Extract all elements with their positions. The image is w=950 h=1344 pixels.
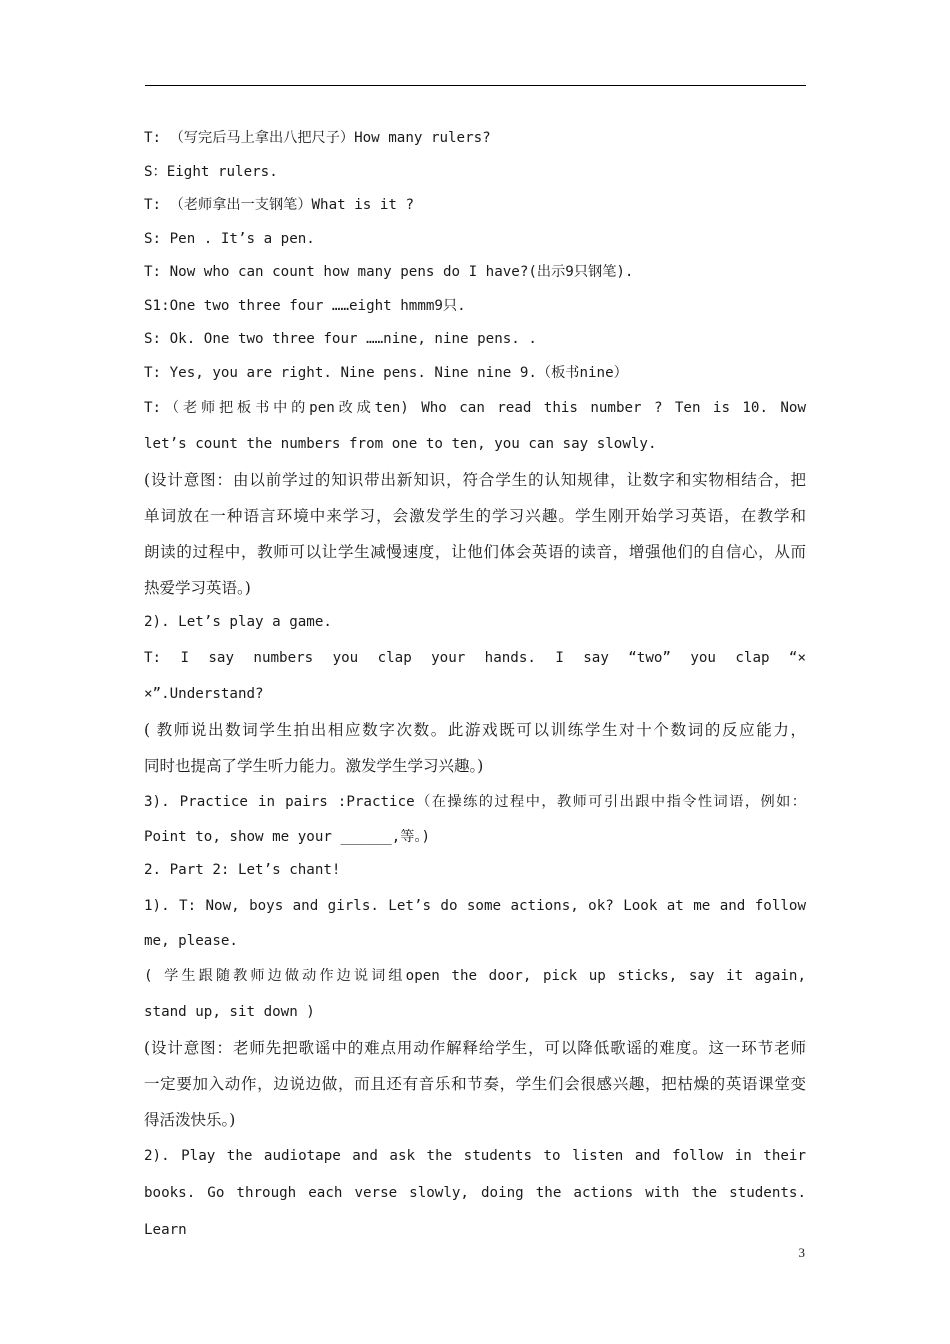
text-line: Point to, show me your ______,等。): [144, 828, 431, 845]
text-line: S1:One two three four ……eight hmmm9只.: [144, 297, 466, 314]
text-line: S: Pen . It’s a pen.: [144, 230, 315, 247]
text-line: T: I say numbers you clap your hands. I say “two” you clap “×: [144, 649, 806, 666]
text-line: me, please.: [144, 932, 238, 949]
page-number: 3: [798, 1245, 805, 1260]
section-heading: 2. Part 2: Let’s chant!: [144, 862, 341, 878]
note-line: ( 教师说出数词学生拍出相应数字次数。此游戏既可以训练学生对十个数词的反应能力，: [144, 720, 806, 739]
text-line: 2). Play the audiotape and ask the students to listen and follow in their: [144, 1148, 806, 1164]
text-line: 1). T: Now, boys and girls. Let’s do some actions, ok? Look at me and follow: [144, 897, 806, 914]
design-note-line: (设计意图：由以前学过的知识带出新知识，符合学生的认知规律，让数字和实物相结合，把: [144, 471, 806, 489]
header-rule: [145, 85, 806, 86]
text-line: 3). Practice in pairs :Practice（在操练的过程中，教师可引出跟中指令性词语，例如：: [144, 793, 806, 810]
design-note-line: 朗读的过程中，教师可以让学生减慢速度，让他们体会英语的读音，增强他们的自信心，从而: [144, 543, 806, 561]
text-line: T: Now who can count how many pens do I have?(出示9只钢笔).: [144, 264, 634, 280]
design-note-line: 单词放在一种语言环境中来学习，会激发学生的学习兴趣。学生刚开始学习英语，在教学和: [144, 507, 806, 525]
document-body: [144, 122, 806, 1249]
text-line: T: （写完后马上拿出八把尺子）How many rulers?: [144, 130, 491, 146]
text-line: S: Ok. One two three four ……nine, nine pens. .: [144, 331, 537, 347]
text-line: T: （老师拿出一支钢笔）What is it ?: [144, 197, 414, 213]
text-line: ( 学生跟随教师边做动作边说词组open the door, pick up sticks, say it again,: [144, 968, 806, 984]
text-line: S：Eight rulers.: [144, 163, 278, 180]
text-line: stand up, sit down ): [144, 1004, 315, 1020]
text-line: 2). Let’s play a game.: [144, 614, 332, 630]
text-line: let’s count the numbers from one to ten, you can say slowly.: [144, 436, 657, 452]
design-note-line: (设计意图：老师先把歌谣中的难点用动作解释给学生，可以降低歌谣的难度。这一环节老师: [144, 1039, 806, 1057]
text-line: T: Yes, you are right. Nine pens. Nine nine 9.（板书nine）: [144, 364, 628, 381]
text-line: T:（老师把板书中的pen改成ten) Who can read this number ? Ten is 10. Now: [144, 400, 806, 416]
text-line: ×”.Understand?: [144, 685, 264, 702]
design-note-line: 得活泼快乐。): [144, 1111, 236, 1129]
design-note-line: 热爱学习英语。): [144, 579, 251, 597]
design-note-line: 一定要加入动作，边说边做，而且还有音乐和节奏，学生们会很感兴趣，把枯燥的英语课堂变: [144, 1075, 806, 1093]
note-line: 同时也提高了学生听力能力。激发学生学习兴趣。): [144, 756, 484, 775]
text-line: books. Go through each verse slowly, doing the actions with the students. Learn: [144, 1185, 806, 1238]
